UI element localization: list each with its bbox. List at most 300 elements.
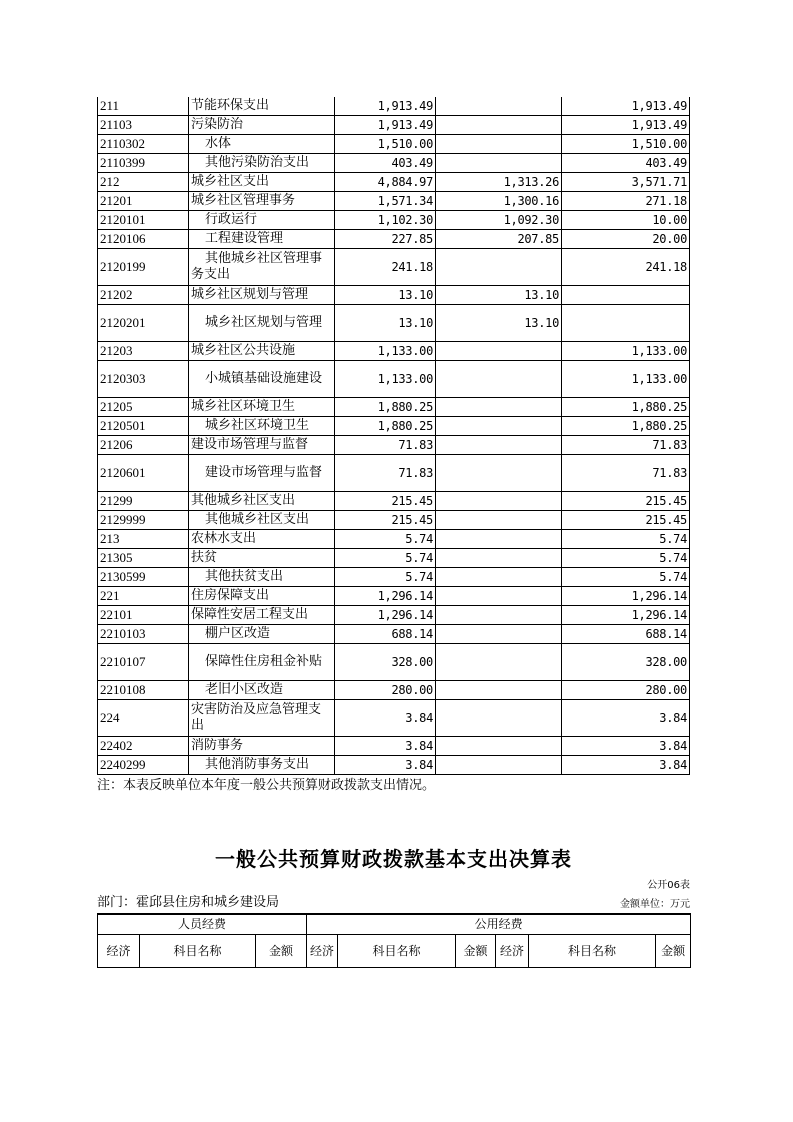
total-cell-text: 5.74 xyxy=(405,570,433,584)
total-cell xyxy=(335,116,436,135)
project-cell-text: 215.45 xyxy=(645,494,687,508)
code-cell xyxy=(98,549,189,568)
project-cell-text: 3.84 xyxy=(659,711,687,725)
total-cell xyxy=(335,305,436,342)
basic-cell xyxy=(436,511,562,530)
table-row xyxy=(98,606,690,625)
name-cell-text: 棚户区改造 xyxy=(205,626,271,641)
header-personnel: 人员经费 xyxy=(98,914,307,935)
basic-cell xyxy=(436,644,562,681)
code-cell xyxy=(98,135,189,154)
project-cell xyxy=(562,700,690,737)
table-row xyxy=(98,417,690,436)
code-cell xyxy=(98,681,189,700)
project-cell xyxy=(562,417,690,436)
total-cell xyxy=(335,511,436,530)
basic-cell xyxy=(436,192,562,211)
total-cell xyxy=(335,737,436,756)
basic-cell xyxy=(436,135,562,154)
basic-cell-text: 13.10 xyxy=(524,316,559,330)
table-row xyxy=(98,192,690,211)
project-cell xyxy=(562,97,690,116)
total-cell xyxy=(335,455,436,492)
header-name: 科目名称 xyxy=(529,935,656,968)
project-cell-text: 1,880.25 xyxy=(631,419,687,433)
table-row xyxy=(98,568,690,587)
project-cell xyxy=(562,286,690,305)
name-cell-text: 保障性安居工程支出 xyxy=(191,607,309,622)
project-cell xyxy=(562,173,690,192)
project-cell xyxy=(562,549,690,568)
total-cell-text: 1,510.00 xyxy=(377,137,433,151)
table-row xyxy=(98,700,690,737)
project-cell xyxy=(562,737,690,756)
name-cell-text: 其他污染防治支出 xyxy=(205,155,310,170)
name-cell xyxy=(189,606,335,625)
table-row xyxy=(98,455,690,492)
name-cell xyxy=(189,135,335,154)
table-row xyxy=(98,173,690,192)
code-cell-text: 21202 xyxy=(100,287,133,302)
total-cell-text: 403.49 xyxy=(391,156,433,170)
name-cell xyxy=(189,644,335,681)
name-cell-text: 节能环保支出 xyxy=(191,98,270,113)
project-cell xyxy=(562,587,690,606)
name-cell xyxy=(189,173,335,192)
total-cell xyxy=(335,530,436,549)
project-cell-text: 71.83 xyxy=(652,466,687,480)
project-cell xyxy=(562,606,690,625)
total-cell-text: 688.14 xyxy=(391,627,433,641)
project-cell-text: 215.45 xyxy=(645,513,687,527)
project-cell xyxy=(562,625,690,644)
code-cell xyxy=(98,644,189,681)
table-row xyxy=(98,230,690,249)
name-cell-text: 城乡社区规划与管理 xyxy=(205,315,323,330)
total-cell xyxy=(335,587,436,606)
project-cell-text: 1,913.49 xyxy=(631,99,687,113)
project-cell xyxy=(562,511,690,530)
total-cell-text: 328.00 xyxy=(391,655,433,669)
project-cell xyxy=(562,192,690,211)
total-cell xyxy=(335,492,436,511)
name-cell xyxy=(189,116,335,135)
name-cell-text: 其他城乡社区支出 xyxy=(205,512,310,527)
basic-cell xyxy=(436,756,562,775)
total-cell xyxy=(335,342,436,361)
total-cell-text: 3.84 xyxy=(405,739,433,753)
name-cell xyxy=(189,568,335,587)
project-cell-text: 328.00 xyxy=(645,655,687,669)
page-title: 一般公共预算财政拨款基本支出决算表 xyxy=(215,847,572,871)
total-cell-text: 227.85 xyxy=(391,232,433,246)
code-cell xyxy=(98,625,189,644)
total-cell xyxy=(335,398,436,417)
total-cell-text: 5.74 xyxy=(405,551,433,565)
code-cell-text: 212 xyxy=(100,174,120,189)
project-cell-text: 1,913.49 xyxy=(631,118,687,132)
table-row xyxy=(98,97,690,116)
total-cell xyxy=(335,154,436,173)
name-cell-text: 行政运行 xyxy=(205,212,258,227)
code-cell xyxy=(98,230,189,249)
total-cell xyxy=(335,230,436,249)
code-cell xyxy=(98,700,189,737)
name-cell-text: 农林水支出 xyxy=(191,531,257,546)
project-cell-text: 1,510.00 xyxy=(631,137,687,151)
name-cell xyxy=(189,342,335,361)
name-cell xyxy=(189,286,335,305)
name-cell xyxy=(189,436,335,455)
name-cell-text: 城乡社区环境卫生 xyxy=(205,418,310,433)
code-cell xyxy=(98,587,189,606)
expenditure-table xyxy=(97,97,690,775)
table-row xyxy=(98,587,690,606)
department-label: 部门：霍邱县住房和城乡建设局 xyxy=(97,895,280,910)
total-cell-text: 71.83 xyxy=(398,438,433,452)
code-cell xyxy=(98,173,189,192)
code-cell xyxy=(98,455,189,492)
project-cell-text: 1,296.14 xyxy=(631,589,687,603)
total-cell xyxy=(335,97,436,116)
basic-cell xyxy=(436,116,562,135)
name-cell-text: 小城镇基础设施建设 xyxy=(205,371,323,386)
header-amount: 金额 xyxy=(456,935,496,968)
table-row xyxy=(98,756,690,775)
table-row xyxy=(98,249,690,286)
department-row xyxy=(97,894,690,911)
basic-cell xyxy=(436,398,562,417)
code-cell-text: 2240299 xyxy=(100,757,146,772)
total-cell-text: 1,571.34 xyxy=(377,194,433,208)
header-amount: 金额 xyxy=(256,935,307,968)
name-cell xyxy=(189,230,335,249)
code-cell-text: 221 xyxy=(100,588,120,603)
project-cell-text: 688.14 xyxy=(645,627,687,641)
basic-cell xyxy=(436,305,562,342)
project-cell xyxy=(562,681,690,700)
code-cell-text: 21206 xyxy=(100,437,133,452)
name-cell xyxy=(189,398,335,417)
code-cell-text: 2120303 xyxy=(100,371,146,386)
total-cell-text: 13.10 xyxy=(398,316,433,330)
basic-cell xyxy=(436,568,562,587)
table-row xyxy=(98,492,690,511)
code-cell xyxy=(98,361,189,398)
name-cell xyxy=(189,249,335,286)
name-cell xyxy=(189,737,335,756)
project-cell-text: 241.18 xyxy=(645,260,687,274)
project-cell xyxy=(562,492,690,511)
total-cell-text: 71.83 xyxy=(398,466,433,480)
code-cell xyxy=(98,492,189,511)
table-row xyxy=(98,116,690,135)
table-row xyxy=(98,511,690,530)
basic-cell xyxy=(436,436,562,455)
header-amount: 金额 xyxy=(656,935,691,968)
code-cell-text: 2120106 xyxy=(100,231,146,246)
basic-cell xyxy=(436,249,562,286)
code-cell xyxy=(98,342,189,361)
code-cell-text: 2120199 xyxy=(100,259,146,274)
name-cell-text: 城乡社区公共设施 xyxy=(191,343,296,358)
name-cell xyxy=(189,211,335,230)
table-row xyxy=(98,286,690,305)
name-cell xyxy=(189,625,335,644)
table-row xyxy=(98,625,690,644)
project-cell-text: 3.84 xyxy=(659,758,687,772)
code-cell-text: 2129999 xyxy=(100,512,146,527)
header-name: 科目名称 xyxy=(140,935,256,968)
name-cell xyxy=(189,417,335,436)
basic-cell xyxy=(436,342,562,361)
name-cell-text: 其他扶贫支出 xyxy=(205,569,284,584)
name-cell-text: 城乡社区管理事务 xyxy=(191,193,296,208)
basic-cell-text: 207.85 xyxy=(517,232,559,246)
name-cell-text: 建设市场管理与监督 xyxy=(205,465,323,480)
table-row xyxy=(98,737,690,756)
project-cell xyxy=(562,154,690,173)
name-cell-text: 水体 xyxy=(205,136,232,151)
basic-cell xyxy=(436,361,562,398)
name-cell xyxy=(189,681,335,700)
name-cell xyxy=(189,192,335,211)
project-cell-text: 280.00 xyxy=(645,683,687,697)
total-cell-text: 1,296.14 xyxy=(377,608,433,622)
project-cell-text: 5.74 xyxy=(659,532,687,546)
basic-cell xyxy=(436,549,562,568)
table-row xyxy=(98,154,690,173)
name-cell xyxy=(189,530,335,549)
basic-cell xyxy=(436,737,562,756)
total-cell-text: 4,884.97 xyxy=(377,175,433,189)
name-cell-text: 保障性住房租金补贴 xyxy=(205,654,323,669)
table-row xyxy=(98,644,690,681)
basic-expenditure-table xyxy=(97,913,691,968)
total-cell-text: 1,296.14 xyxy=(377,589,433,603)
total-cell-text: 13.10 xyxy=(398,288,433,302)
name-cell xyxy=(189,511,335,530)
name-cell-text: 污染防治 xyxy=(191,117,244,132)
total-cell-text: 280.00 xyxy=(391,683,433,697)
code-cell xyxy=(98,286,189,305)
code-cell-text: 21201 xyxy=(100,193,133,208)
table-row xyxy=(98,549,690,568)
code-cell xyxy=(98,249,189,286)
name-cell xyxy=(189,549,335,568)
project-cell xyxy=(562,530,690,549)
header-econ: 经济 xyxy=(307,935,338,968)
project-cell-text: 5.74 xyxy=(659,551,687,565)
table-row xyxy=(98,211,690,230)
code-cell xyxy=(98,530,189,549)
total-cell xyxy=(335,756,436,775)
code-cell xyxy=(98,606,189,625)
name-cell-text: 建设市场管理与监督 xyxy=(191,437,309,452)
total-cell-text: 1,102.30 xyxy=(377,213,433,227)
code-cell-text: 211 xyxy=(100,98,120,113)
basic-cell xyxy=(436,587,562,606)
name-cell xyxy=(189,700,335,737)
basic-cell-text: 1,092.30 xyxy=(503,213,559,227)
project-cell xyxy=(562,568,690,587)
total-cell-text: 1,133.00 xyxy=(377,344,433,358)
code-cell xyxy=(98,211,189,230)
total-cell xyxy=(335,211,436,230)
name-cell xyxy=(189,361,335,398)
code-cell-text: 2110399 xyxy=(100,155,146,170)
total-cell xyxy=(335,644,436,681)
code-cell-text: 2130599 xyxy=(100,569,146,584)
name-cell xyxy=(189,756,335,775)
basic-cell xyxy=(436,230,562,249)
code-cell-text: 213 xyxy=(100,531,120,546)
total-cell xyxy=(335,568,436,587)
name-cell xyxy=(189,455,335,492)
name-cell-text: 消防事务 xyxy=(191,738,244,753)
table-row xyxy=(98,530,690,549)
code-cell xyxy=(98,511,189,530)
project-cell xyxy=(562,436,690,455)
code-cell xyxy=(98,116,189,135)
project-cell xyxy=(562,305,690,342)
code-cell-text: 22101 xyxy=(100,607,133,622)
code-cell xyxy=(98,417,189,436)
total-cell xyxy=(335,606,436,625)
project-cell-text: 1,133.00 xyxy=(631,344,687,358)
code-cell-text: 2120501 xyxy=(100,418,146,433)
project-cell-text: 1,133.00 xyxy=(631,372,687,386)
project-cell xyxy=(562,249,690,286)
project-cell xyxy=(562,455,690,492)
project-cell xyxy=(562,756,690,775)
name-cell xyxy=(189,97,335,116)
project-cell-text: 403.49 xyxy=(645,156,687,170)
project-cell-text: 3,571.71 xyxy=(631,175,687,189)
name-cell-text: 其他城乡社区管理事务支出 xyxy=(191,251,323,282)
total-cell xyxy=(335,681,436,700)
basic-cell xyxy=(436,173,562,192)
code-cell xyxy=(98,436,189,455)
table-row xyxy=(98,342,690,361)
code-cell-text: 21205 xyxy=(100,399,133,414)
total-cell xyxy=(335,192,436,211)
name-cell xyxy=(189,305,335,342)
total-cell xyxy=(335,436,436,455)
header-econ: 经济 xyxy=(496,935,529,968)
name-cell xyxy=(189,492,335,511)
name-cell-text: 灾害防治及应急管理支出 xyxy=(191,702,322,733)
table-row xyxy=(98,305,690,342)
basic-cell xyxy=(436,492,562,511)
basic-cell xyxy=(436,530,562,549)
document-body xyxy=(97,97,690,968)
header-econ: 经济 xyxy=(98,935,140,968)
project-cell xyxy=(562,361,690,398)
code-cell xyxy=(98,737,189,756)
project-cell xyxy=(562,230,690,249)
basic-cell xyxy=(436,625,562,644)
table-row xyxy=(98,436,690,455)
table-row xyxy=(98,681,690,700)
code-cell-text: 224 xyxy=(100,710,120,725)
basic-cell xyxy=(436,700,562,737)
project-cell xyxy=(562,135,690,154)
basic-cell xyxy=(436,286,562,305)
total-cell xyxy=(335,417,436,436)
unit-label: 金额单位：万元 xyxy=(620,899,690,910)
code-cell xyxy=(98,154,189,173)
table-row xyxy=(98,135,690,154)
total-cell xyxy=(335,135,436,154)
total-cell xyxy=(335,625,436,644)
code-cell-text: 2120601 xyxy=(100,465,146,480)
project-cell xyxy=(562,644,690,681)
total-cell-text: 1,133.00 xyxy=(377,372,433,386)
project-cell-text: 1,296.14 xyxy=(631,608,687,622)
code-cell xyxy=(98,305,189,342)
name-cell-text: 工程建设管理 xyxy=(205,231,284,246)
table-note: 注：本表反映单位本年度一般公共预算财政拨款支出情况。 xyxy=(97,778,436,793)
total-cell-text: 215.45 xyxy=(391,494,433,508)
code-cell-text: 21305 xyxy=(100,550,133,565)
form-number: 公开06表 xyxy=(647,880,690,891)
total-cell-text: 241.18 xyxy=(391,260,433,274)
name-cell xyxy=(189,154,335,173)
code-cell-text: 2210108 xyxy=(100,682,146,697)
project-cell xyxy=(562,398,690,417)
code-cell xyxy=(98,568,189,587)
project-cell-text: 271.18 xyxy=(645,194,687,208)
basic-cell xyxy=(436,455,562,492)
total-cell-text: 3.84 xyxy=(405,758,433,772)
name-cell-text: 城乡社区规划与管理 xyxy=(191,287,309,302)
code-cell-text: 22402 xyxy=(100,738,133,753)
basic-cell xyxy=(436,154,562,173)
total-cell xyxy=(335,700,436,737)
code-cell-text: 2120101 xyxy=(100,212,146,227)
project-cell xyxy=(562,342,690,361)
basic-cell xyxy=(436,97,562,116)
project-cell-text: 5.74 xyxy=(659,570,687,584)
total-cell xyxy=(335,286,436,305)
header-public: 公用经费 xyxy=(307,914,691,935)
code-cell-text: 2210107 xyxy=(100,654,146,669)
code-cell xyxy=(98,756,189,775)
total-cell xyxy=(335,173,436,192)
name-cell-text: 城乡社区环境卫生 xyxy=(191,399,296,414)
name-cell-text: 扶贫 xyxy=(191,550,218,565)
code-cell-text: 2120201 xyxy=(100,315,146,330)
table-row xyxy=(98,398,690,417)
project-cell xyxy=(562,211,690,230)
code-cell-text: 21299 xyxy=(100,493,133,508)
name-cell-text: 其他城乡社区支出 xyxy=(191,493,296,508)
basic-cell xyxy=(436,211,562,230)
basic-cell-text: 1,313.26 xyxy=(503,175,559,189)
basic-cell xyxy=(436,606,562,625)
total-cell xyxy=(335,249,436,286)
project-cell-text: 71.83 xyxy=(652,438,687,452)
basic-cell xyxy=(436,417,562,436)
total-cell-text: 215.45 xyxy=(391,513,433,527)
total-cell xyxy=(335,361,436,398)
header-name: 科目名称 xyxy=(338,935,456,968)
total-cell-text: 3.84 xyxy=(405,711,433,725)
project-cell-text: 1,880.25 xyxy=(631,400,687,414)
basic-cell xyxy=(436,681,562,700)
name-cell-text: 其他消防事务支出 xyxy=(205,757,310,772)
